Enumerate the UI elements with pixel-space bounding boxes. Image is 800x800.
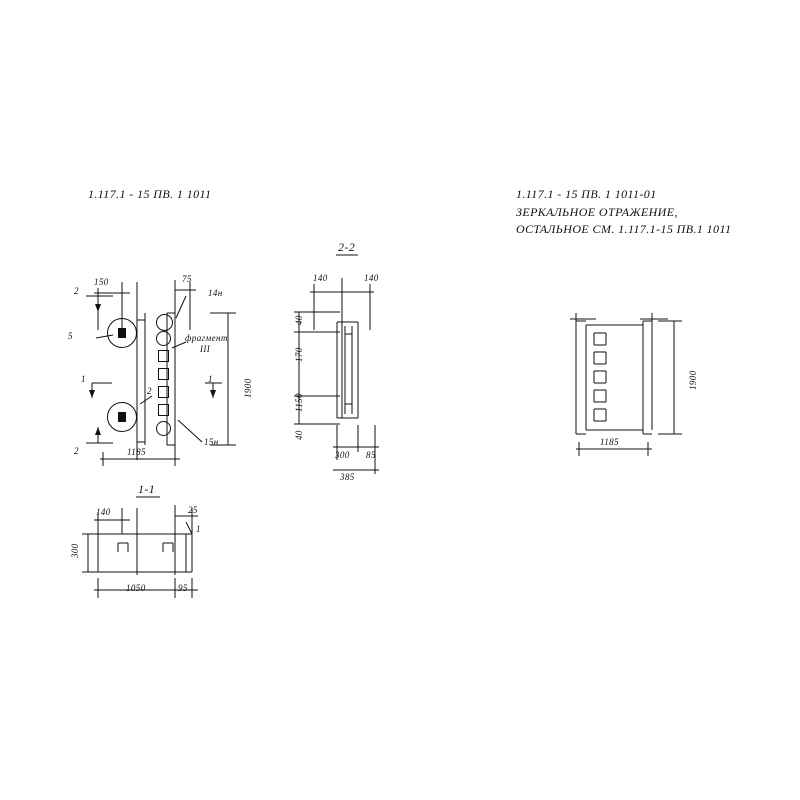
- right-title-line3: ОСТАЛЬНОЕ СМ. 1.117.1-15 ПВ.1 1011: [516, 222, 732, 236]
- sec22-dim-40-top: 40: [294, 315, 304, 325]
- sec22-dim-85: 85: [366, 450, 376, 460]
- sec11-dim-140: 140: [96, 507, 111, 517]
- dim-1185: 1185: [127, 447, 146, 457]
- embed-square-4: [158, 404, 169, 416]
- sec22-dim-170: 170: [294, 347, 304, 362]
- right-title-line2: ЗЕРКАЛЬНОЕ ОТРАЖЕНИЕ,: [516, 205, 678, 219]
- callout-15n: 15н: [204, 437, 219, 447]
- dim-75: 75: [182, 274, 192, 284]
- section-1-1-label: 1-1: [138, 482, 156, 496]
- detail-5-core: [118, 328, 126, 338]
- sec11-dim-95: 95: [178, 583, 188, 593]
- callout-14n: 14н: [208, 288, 223, 298]
- left-title: 1.117.1 - 15 ПВ. 1 1011: [88, 187, 212, 201]
- embed-square-1: [158, 350, 169, 362]
- section-mark-1-right: 1: [208, 374, 213, 384]
- embed-circle-1: [156, 314, 173, 331]
- sec22-dim-40-bottom: 40: [294, 430, 304, 440]
- mirror-dim-1185: 1185: [600, 437, 619, 447]
- section-mark-1-left: 1: [81, 374, 86, 384]
- sec22-dim-140-right: 140: [364, 273, 379, 283]
- dim-1900: 1900: [243, 378, 253, 398]
- callout-detail-5: 5: [68, 331, 73, 341]
- sec22-dim-140-left: 140: [313, 273, 328, 283]
- sec11-mark-1: 1: [196, 524, 201, 534]
- dim-150: 150: [94, 277, 109, 287]
- sec22-dim-300: 300: [335, 450, 350, 460]
- sec22-dim-1150: 1150: [294, 393, 304, 412]
- mirror-dim-1900: 1900: [688, 370, 698, 390]
- section-mark-2-bottom: 2: [74, 446, 79, 456]
- section-2-2-label: 2-2: [338, 240, 356, 254]
- section-mark-2-top: 2: [74, 286, 79, 296]
- sec22-dim-385: 385: [340, 472, 355, 482]
- sec11-dim-25: 25: [188, 505, 198, 515]
- detail-2-core: [118, 412, 126, 422]
- right-title-line1: 1.117.1 - 15 ПВ. 1 1011-01: [516, 187, 657, 201]
- embed-circle-2: [156, 331, 171, 346]
- callout-fragment-number: III: [200, 344, 211, 354]
- sec11-dim-300: 300: [70, 543, 80, 558]
- callout-detail-2: 2: [147, 386, 152, 396]
- callout-fragment: фрагмент: [185, 333, 228, 343]
- embed-square-3: [158, 386, 169, 398]
- embed-circle-3: [156, 421, 171, 436]
- embed-square-2: [158, 368, 169, 380]
- sec11-dim-1050: 1050: [126, 583, 146, 593]
